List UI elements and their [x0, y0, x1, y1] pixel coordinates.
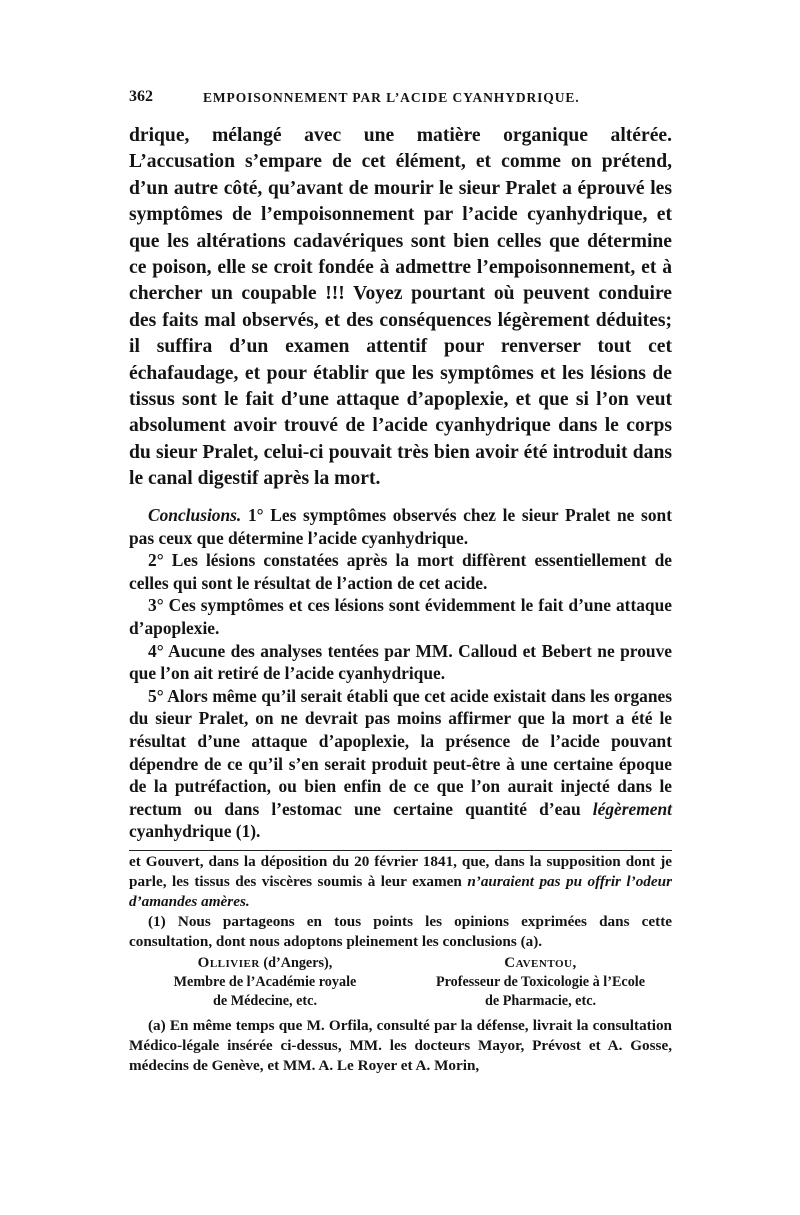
conclusion-5-italic: légèrement — [592, 798, 672, 819]
main-text — [129, 123, 672, 493]
signature-caventou — [409, 954, 672, 1011]
signature-ollivier-title-2: de Médecine, etc. — [213, 993, 317, 1009]
footnote-1: (1) Nous partageons en tous points les opinions exprimées dans cette consultation, dont nous adoptons pleinement les conclusions (a). — [129, 913, 672, 950]
footnote-divider — [129, 850, 672, 851]
conclusions-section — [129, 504, 672, 843]
conclusion-2: 2° Les lésions constatées après la mort diffèrent essentiellement de celles qui sont le résultat de l’action de cet acide. — [129, 550, 672, 593]
conclusion-5-end: cyanhydrique (1). — [129, 821, 261, 842]
signature-ollivier — [135, 954, 395, 1011]
paragraph-1: drique, mélangé avec une matière organique altérée. L’accusation s’empare de cet élément, et comme on prétend, d’un autre côté, qu’avant de mourir le sieur Pralet a éprouvé les symptômes de l’empoisonnement par l’acide cyanhydrique, et que les altérations cadavériques sont bien celles que détermine ce poison, elle se croit fondée à admettre l’empoisonnement, et à chercher un coupable !!! Voyez pourtant où peuvent conduire des faits mal observés, et des conséquences légèrement déduites; il suffira d’un examen attentif pour renverser tout cet échafaudage, et pour établir que les symptômes et les lésions de tissus sont le fait d’une attaque d’apoplexie, et que si l’on veut absolument avoir trouvé de l’acide cyanhydrique dans le corps du sieur Pralet, celui-ci pouvait très bien avoir été introduit dans le canal digestif après la mort. — [129, 125, 672, 490]
conclusion-5 — [129, 685, 672, 843]
signatures — [129, 954, 672, 1012]
signature-ollivier-place: (d’Angers), — [259, 955, 333, 971]
conclusion-5-text: 5° Alors même qu’il serait établi que cet acide existait dans les organes du sieur Pralet, on ne devrait pas moins affirmer que la mort a été le résultat d’une attaque d’apoplexie, la présence de l’acide pouvant dépendre de ce qu’il s’en serait produit peut-être à une certaine époque de la putréfaction, ou bien enfin de ce que l’on aurait injecté dans le rectum ou dans l’estomac une certaine quantité d’eau — [129, 685, 672, 819]
signature-ollivier-title: Membre de l’Académie royale — [173, 974, 357, 990]
signature-caventou-title: Professeur de Toxicologie à l’Ecole — [435, 974, 646, 990]
conclusion-1-text: 1° Les symptômes observés chez le sieur Pralet ne sont pas ceux que détermine l’acide cyanhydrique. — [129, 505, 672, 548]
footnote-continuation-text: et Gouvert, dans la déposition du 20 février 1841, que, dans la supposition dont je parle, les tissus des viscères soumis à leur examen — [129, 853, 672, 890]
page-number: 362 — [129, 88, 153, 105]
signature-caventou-title-2: de Pharmacie, etc. — [484, 993, 597, 1009]
signature-caventou-name: Caventou, — [504, 955, 577, 971]
conclusion-3: 3° Ces symptômes et ces lésions sont évidemment le fait d’une attaque d’apoplexie. — [129, 595, 672, 638]
chapter-title: EMPOISONNEMENT PAR L’ACIDE CYANHYDRIQUE. — [203, 90, 580, 105]
conclusions-label: Conclusions. — [148, 505, 242, 525]
conclusion-1 — [129, 504, 672, 549]
conclusion-4: 4° Aucune des analyses tentées par MM. Calloud et Bebert ne prouve que l’on ait retiré de l’acide cyanhydrique. — [129, 640, 672, 684]
footnote-a: (a) En même temps que M. Orfila, consulté par la défense, livrait la consultation Médico-légale insérée ci-dessus, MM. les docteurs Mayor, Prévost et A. Gosse, médecins de Genève, et MM. A. Le Royer et A. Morin, — [129, 1017, 672, 1074]
signature-ollivier-name: Ollivier — [197, 955, 260, 971]
footnote-continuation — [129, 852, 672, 912]
footnote-continuation-italic: n’auraient pas pu offrir l’odeur d’amandes amères. — [129, 873, 672, 910]
footnotes — [129, 852, 672, 1076]
